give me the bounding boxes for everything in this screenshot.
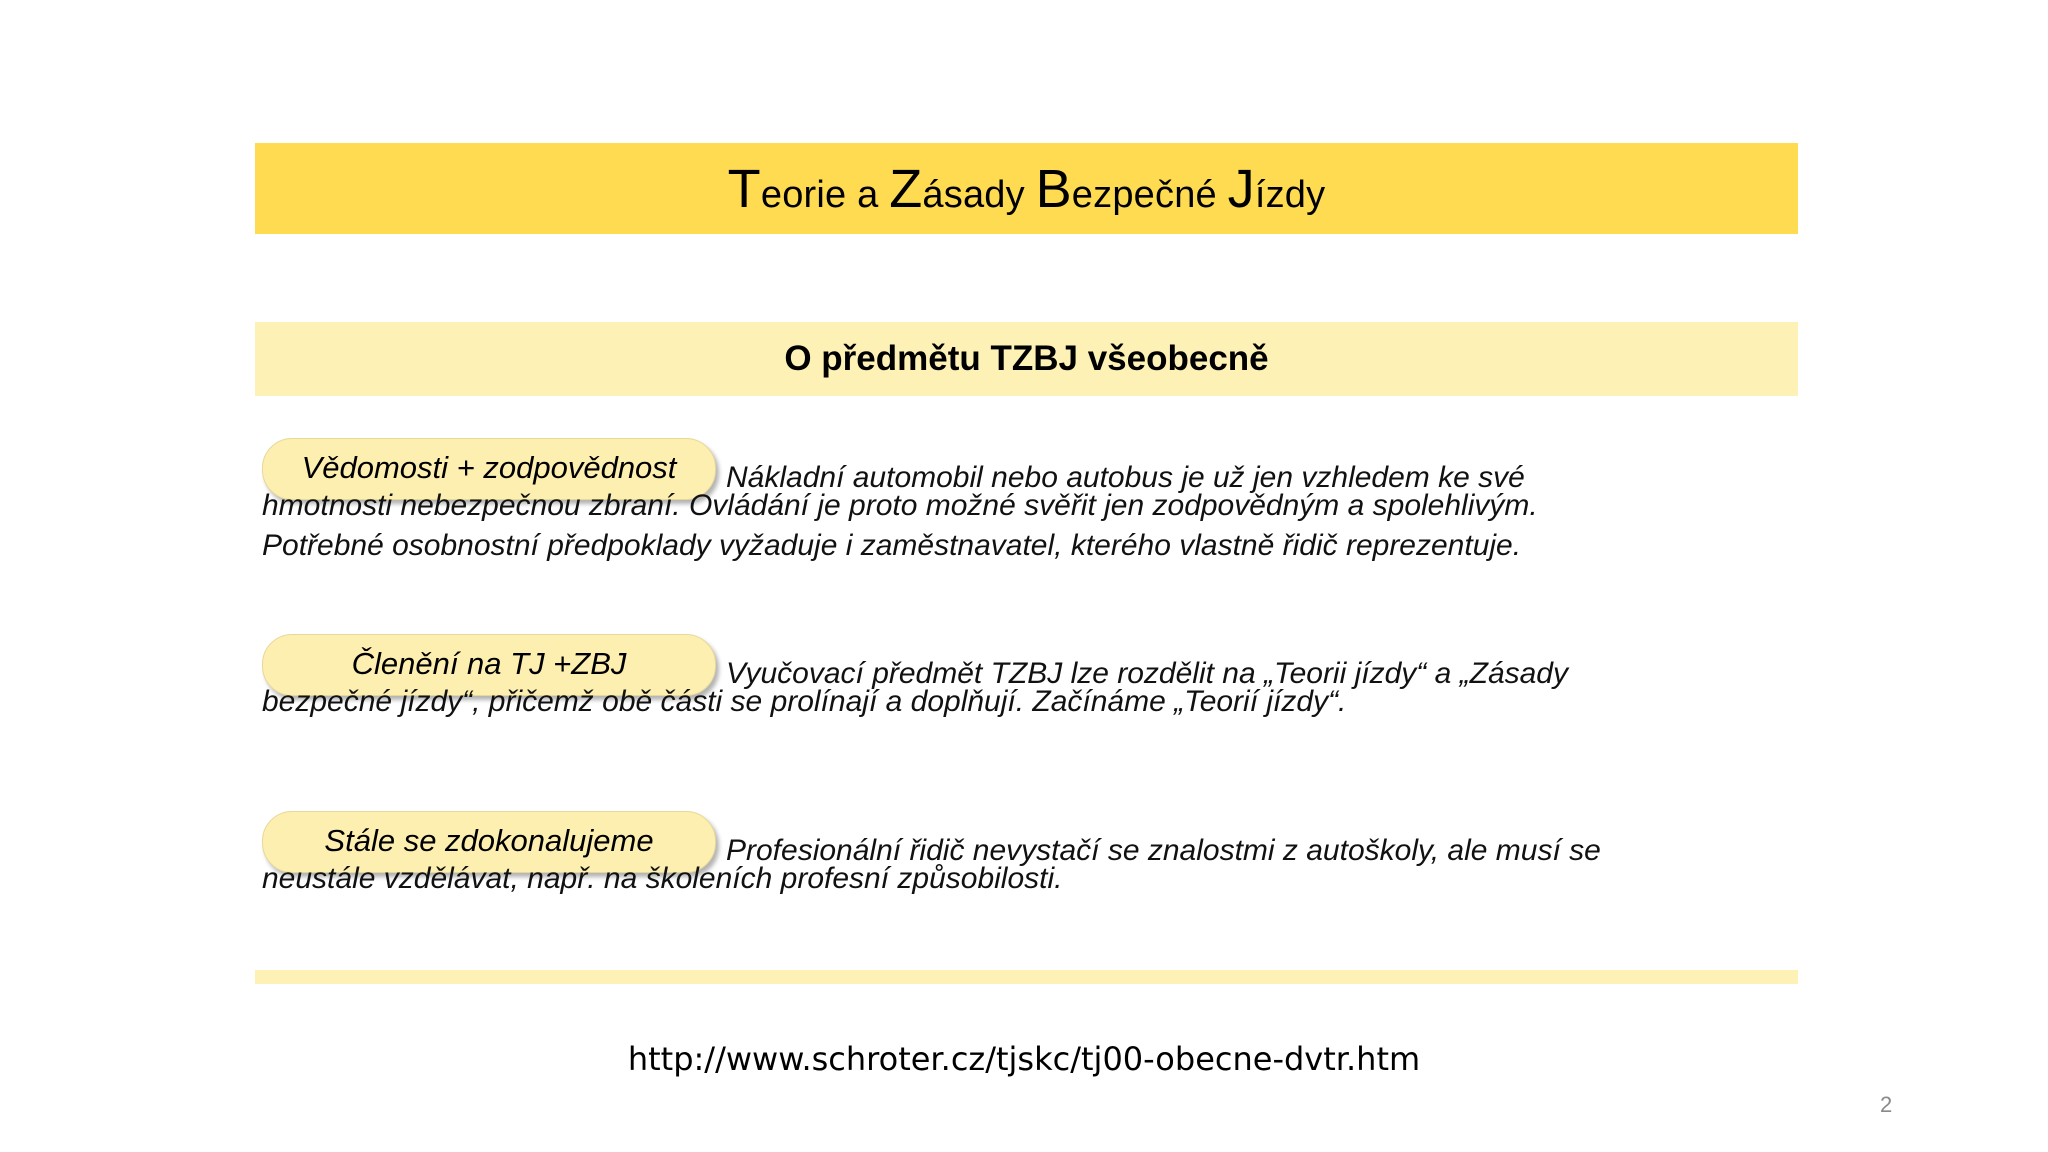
title-word: ásady xyxy=(922,173,1036,216)
title-banner xyxy=(255,143,1798,234)
subtitle-banner xyxy=(255,322,1798,396)
title-word: ízdy xyxy=(1254,173,1326,216)
section-pill: Členění na TJ +ZBJ xyxy=(262,634,716,696)
section-line: Potřebné osobnostní předpoklady vyžaduje i zaměstnavatel, kterého vlastně řidič reprezentuje. xyxy=(262,529,1522,562)
section-text xyxy=(262,634,1762,722)
page-number: 2 xyxy=(1880,1092,1893,1117)
section-improving xyxy=(262,811,1762,899)
section-first-line: Nákladní automobil nebo autobus je už jen vzhledem ke své xyxy=(726,461,1525,494)
section-division xyxy=(262,634,1762,722)
section-line: hmotnosti nebezpečnou zbraní. Ovládání je proto možné svěřit jen zodpovědným a spolehlivým. xyxy=(262,489,1538,522)
section-pill: Stále se zdokonalujeme xyxy=(262,811,716,873)
title-cap: Z xyxy=(889,158,923,219)
title-cap: B xyxy=(1035,158,1072,219)
section-knowledge xyxy=(262,438,1762,566)
title-word: eorie a xyxy=(760,173,890,216)
source-link[interactable]: http://www.schroter.cz/tjskc/tj00-obecne-dvtr.htm xyxy=(627,1040,1421,1078)
title-cap: J xyxy=(1227,158,1255,219)
title-word: ezpečné xyxy=(1071,173,1228,216)
section-first-line: Vyučovací předmět TZBJ lze rozdělit na „Teorii jízdy“ a „Zásady xyxy=(726,657,1568,690)
section-text xyxy=(262,811,1762,899)
bottom-divider xyxy=(255,970,1798,984)
section-pill: Vědomosti + zodpovědnost xyxy=(262,438,716,500)
title-cap: T xyxy=(727,158,761,219)
slide-subtitle: O předmětu TZBJ všeobecně xyxy=(784,339,1269,378)
slide-title xyxy=(728,158,1326,220)
section-line: bezpečné jízdy“, přičemž obě části se prolínají a doplňují. Začínáme „Teorií jízdy“. xyxy=(262,685,1347,718)
section-first-line: Profesionální řidič nevystačí se znalostmi z autoškoly, ale musí se xyxy=(726,834,1601,867)
section-text xyxy=(262,438,1762,566)
section-line: neustále vzdělávat, např. na školeních profesní způsobilosti. xyxy=(262,862,1063,895)
